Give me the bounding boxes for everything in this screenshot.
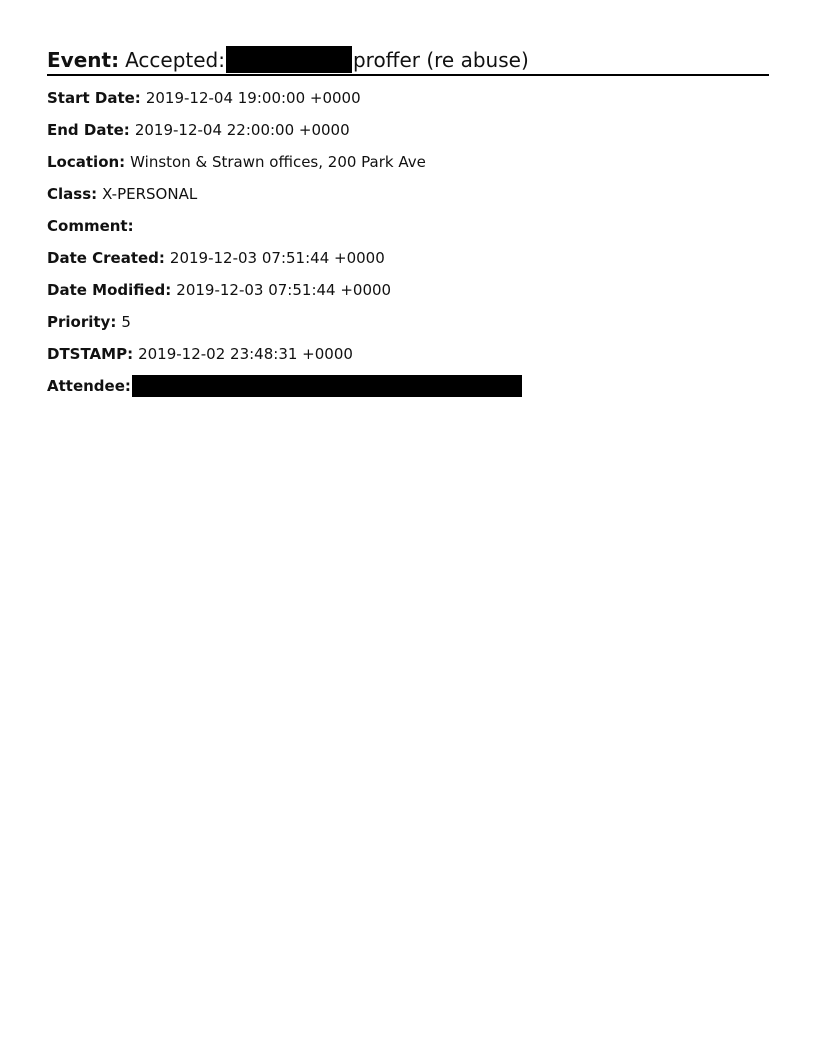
class-label: Class:	[47, 185, 98, 203]
date-modified-label: Date Modified:	[47, 281, 172, 299]
dtstamp-value: 2019-12-02 23:48:31 +0000	[138, 345, 353, 363]
event-title	[47, 44, 769, 76]
dtstamp-label: DTSTAMP:	[47, 345, 134, 363]
attendee-row	[47, 376, 769, 396]
date-modified-row	[47, 280, 769, 300]
end-date-label: End Date:	[47, 121, 130, 139]
location-label: Location:	[47, 153, 126, 171]
redaction-block	[132, 375, 522, 397]
priority-value: 5	[121, 313, 131, 331]
priority-label: Priority:	[47, 313, 117, 331]
priority-row	[47, 312, 769, 332]
end-date-row	[47, 120, 769, 140]
attendee-label: Attendee:	[47, 377, 131, 395]
redaction-block	[226, 46, 352, 73]
start-date-label: Start Date:	[47, 89, 141, 107]
event-label: Event:	[47, 48, 120, 72]
comment-row	[47, 216, 769, 236]
start-date-row	[47, 88, 769, 108]
event-fields	[47, 88, 769, 396]
date-created-row	[47, 248, 769, 268]
class-value: X-PERSONAL	[102, 185, 198, 203]
event-suffix: proffer (re abuse)	[352, 48, 529, 72]
location-row	[47, 152, 769, 172]
dtstamp-row	[47, 344, 769, 364]
end-date-value: 2019-12-04 22:00:00 +0000	[134, 121, 350, 139]
start-date-value: 2019-12-04 19:00:00 +0000	[145, 89, 361, 107]
date-modified-value: 2019-12-03 07:51:44 +0000	[176, 281, 392, 299]
event-document	[47, 44, 769, 408]
date-created-value: 2019-12-03 07:51:44 +0000	[169, 249, 385, 267]
date-created-label: Date Created:	[47, 249, 165, 267]
event-prefix: Accepted:	[125, 48, 225, 72]
location-value: Winston & Strawn offices, 200 Park Ave	[130, 153, 426, 171]
class-row	[47, 184, 769, 204]
comment-label: Comment:	[47, 217, 134, 235]
